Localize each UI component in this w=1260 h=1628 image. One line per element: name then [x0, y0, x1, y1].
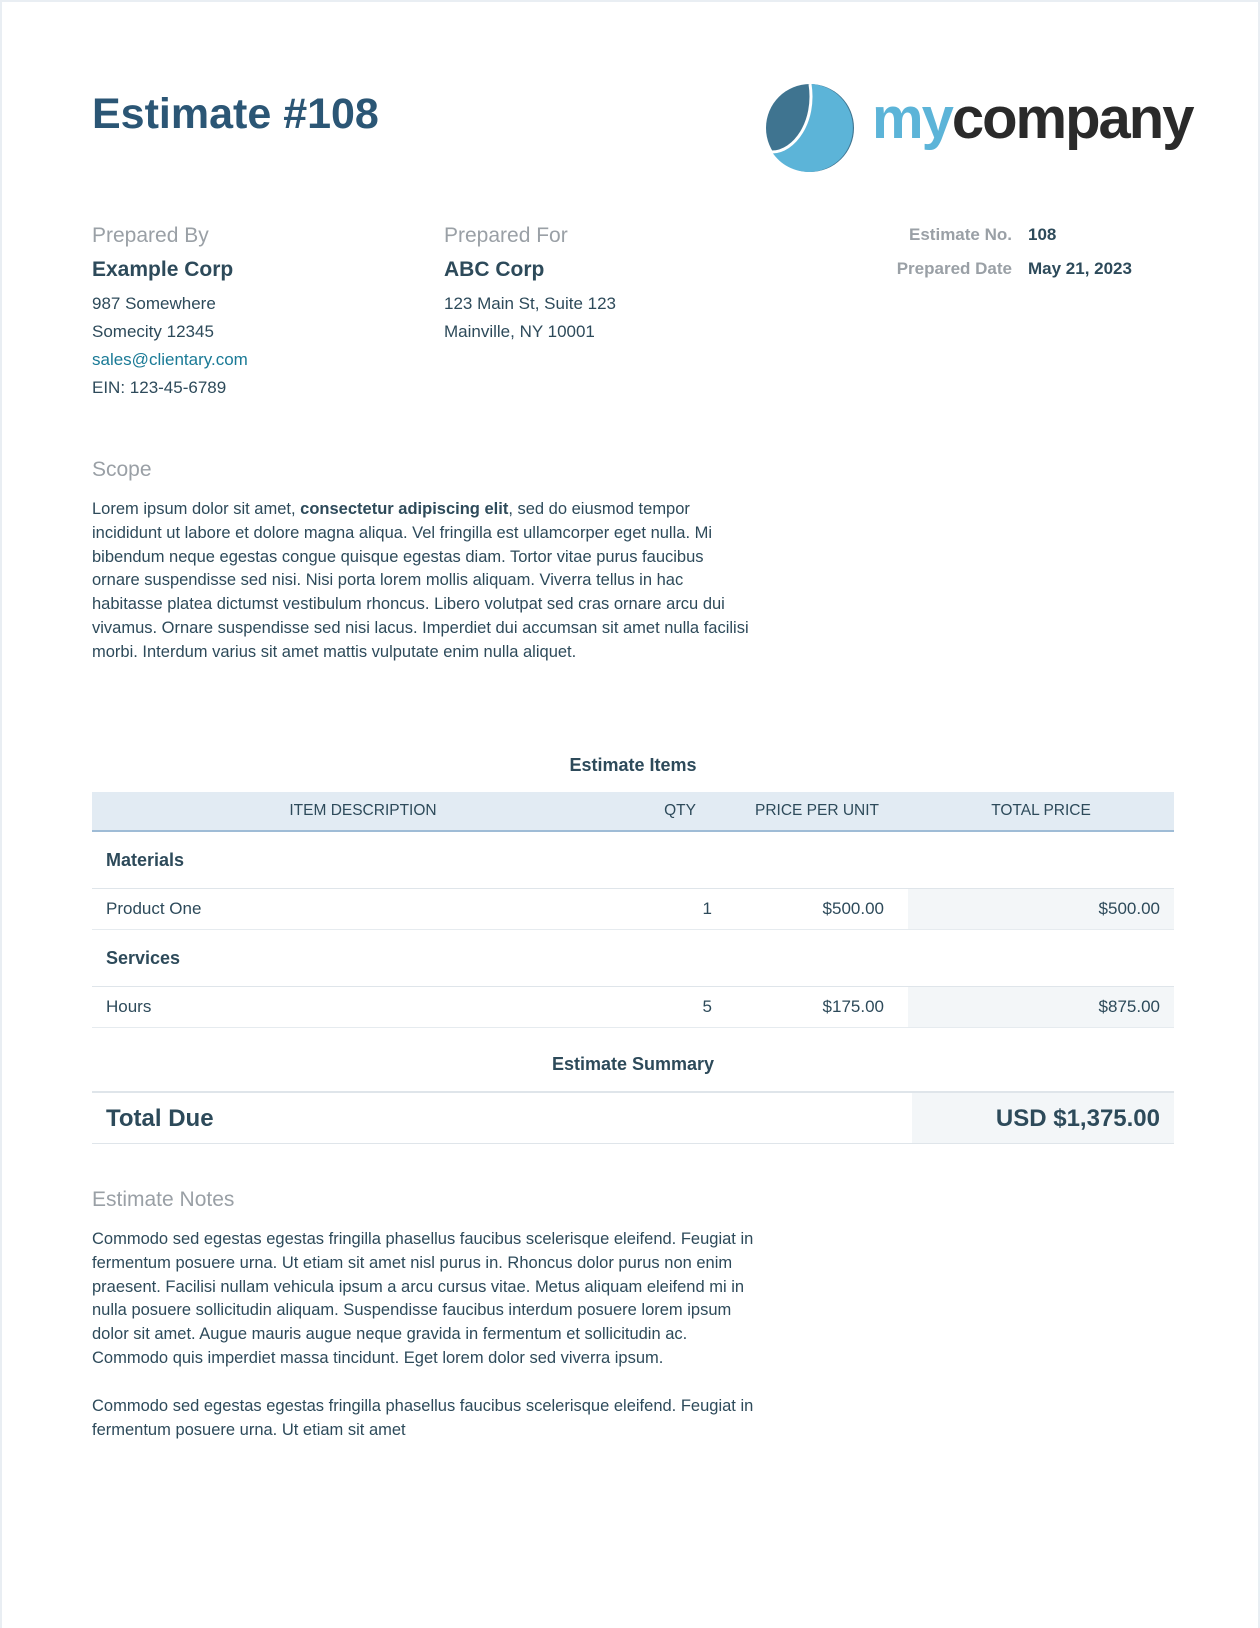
total-due-label: Total Due	[106, 1105, 214, 1132]
scope-text	[92, 498, 752, 665]
estimate-summary-title: Estimate Summary	[551, 1054, 715, 1074]
estimate-number-value: 108	[1028, 225, 1057, 244]
column-header-price: PRICE PER UNIT	[726, 792, 908, 831]
logo-text-company: company	[951, 86, 1193, 151]
item-description: Product One	[92, 889, 634, 930]
prepared-by-label: Prepared By	[92, 224, 209, 247]
notes-label: Estimate Notes	[92, 1188, 235, 1211]
prepared-for-block	[444, 224, 616, 346]
estimate-meta	[842, 225, 1142, 293]
total-due-row	[92, 1091, 1174, 1144]
item-total: $500.00	[908, 889, 1174, 930]
scope-section	[92, 458, 752, 665]
company-logo	[764, 82, 1193, 174]
item-price: $500.00	[726, 889, 908, 930]
notes-paragraph-1: Commodo sed egestas egestas fringilla phasellus faucibus scelerisque eleifend. Feugiat in fermentum posuere urna. Ut etiam sit amet nisl purus in. Rhoncus dolor purus non enim praesent. Facilisi nullam vehicula ipsum a arcu cursus vitae. Metus aliquam eleifend mi in nulla posuere sollicitudin aliquam. Suspendisse faucibus interdum posuere lorem ipsum dolor sit amet. Augue mauris augue neque gravida in fermentum et sollicitudin ac. Commodo quis imperdiet massa tincidunt. Eget lorem dolor sed viverra ipsum.	[92, 1230, 754, 1367]
scope-label: Scope	[92, 458, 152, 481]
estimate-number-label: Estimate No.	[909, 225, 1012, 244]
item-qty: 5	[634, 987, 726, 1028]
logo-text-my: my	[872, 86, 952, 151]
item-total: $875.00	[908, 987, 1174, 1028]
item-description: Hours	[92, 987, 634, 1028]
scope-text-end: , sed do eiusmod tempor incididunt ut labore et dolore magna aliqua. Vel fringilla est ullamcorper eget nulla. Mi bibendum neque egestas congue quisque egestas diam. Tortor vitae purus faucibus ornare suspendisse sed nisi. Nisi porta lorem mollis aliquam. Viverra tellus in hac habitasse platea dictumst vestibulum rhoncus. Libero volutpat sed cras ornare arcu dui vivamus. Ornare suspendisse sed nisi lacus. Imperdiet dui accumsan sit amet nulla facilisi morbi. Interdum varius sit amet mattis vulputate enim nulla aliquet.	[92, 500, 749, 661]
table-header-row	[92, 792, 1174, 831]
group-row-materials	[92, 831, 1174, 889]
prepared-by-email-link[interactable]: sales@clientary.com	[92, 350, 248, 369]
prepared-by-address2: Somecity 12345	[92, 322, 214, 341]
column-header-qty: QTY	[634, 792, 726, 831]
table-row	[92, 889, 1174, 930]
prepared-for-address1: 123 Main St, Suite 123	[444, 294, 617, 313]
logo-circle-icon	[764, 82, 856, 174]
item-price: $175.00	[726, 987, 908, 1028]
page-title: Estimate #108	[92, 90, 379, 138]
item-qty: 1	[634, 889, 726, 930]
prepared-date-label: Prepared Date	[896, 259, 1012, 278]
estimate-number-row	[842, 225, 1142, 259]
notes-section	[92, 1188, 762, 1442]
column-header-description: ITEM DESCRIPTION	[92, 792, 634, 831]
estimate-page	[2, 2, 1258, 1628]
scope-text-bold: consectetur adipiscing elit	[300, 500, 509, 518]
prepared-by-name: Example Corp	[92, 258, 234, 281]
prepared-by-ein: EIN: 123-45-6789	[92, 378, 227, 397]
group-row-services	[92, 930, 1174, 987]
prepared-date-value: May 21, 2023	[1028, 259, 1132, 278]
prepared-for-label: Prepared For	[444, 224, 568, 247]
group-name: Materials	[92, 831, 1174, 889]
scope-text-start: Lorem ipsum dolor sit amet,	[92, 500, 301, 518]
prepared-for-name: ABC Corp	[444, 258, 545, 281]
group-name: Services	[92, 930, 1174, 987]
total-due-value: USD $1,375.00	[912, 1093, 1174, 1143]
prepared-for-address2: Mainville, NY 10001	[444, 322, 595, 341]
column-header-total: TOTAL PRICE	[908, 792, 1174, 831]
prepared-date-row	[842, 259, 1142, 293]
logo-wordmark	[872, 86, 1193, 151]
table-row	[92, 987, 1174, 1028]
estimate-items-title: Estimate Items	[569, 755, 697, 775]
notes-paragraph-2: Commodo sed egestas egestas fringilla phasellus faucibus scelerisque eleifend. Feugiat in fermentum posuere urna. Ut etiam sit amet	[92, 1396, 754, 1439]
prepared-by-address1: 987 Somewhere	[92, 294, 216, 313]
prepared-by-block	[92, 224, 248, 402]
estimate-items-table	[92, 792, 1174, 1028]
